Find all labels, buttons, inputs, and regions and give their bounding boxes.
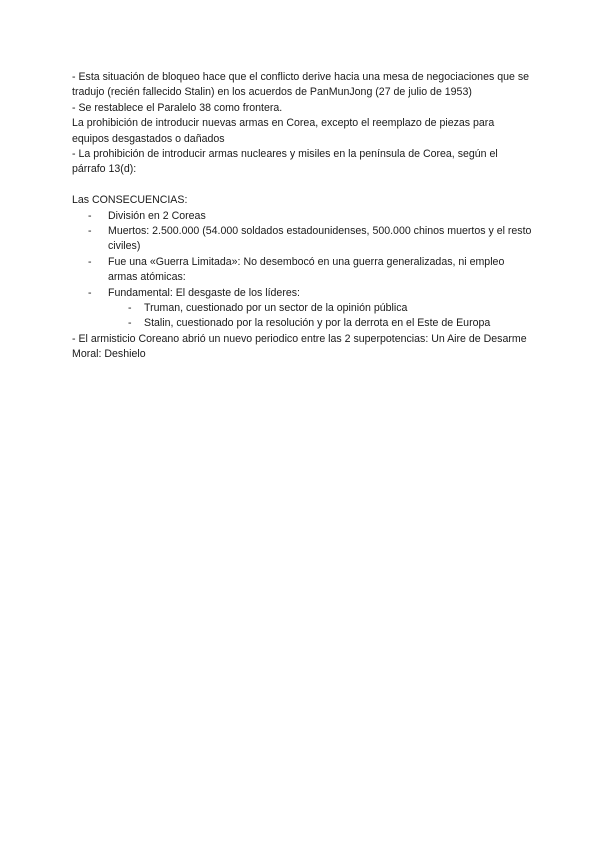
sub-list-item-text: Truman, cuestionado por un sector de la opinión pública xyxy=(144,302,408,315)
bullet-dash: - xyxy=(88,255,92,268)
bullet-dash: - xyxy=(88,286,92,299)
paragraph-negotiations: - Esta situación de bloqueo hace que el conflicto derive hacia una mesa de negociaciones que se tradujo (recién fallecido Stalin) en los acuerdos de PanMunJong (27 de julio de 1953) xyxy=(72,71,530,99)
consequences-heading: Las CONSECUENCIAS: xyxy=(72,194,188,207)
paragraph-armistice: - El armisticio Coreano abrió un nuevo periodico entre las 2 superpotencias: Un Aire de Desarme Moral: Deshielo xyxy=(72,332,527,361)
list-item-text: Fue una «Guerra Limitada»: No desembocó en una guerra generalizadas, ni empleo armas atómicas: xyxy=(108,255,505,284)
sub-list-item xyxy=(108,301,532,316)
bullet-dash: - xyxy=(128,302,132,315)
bullet-dash: - xyxy=(128,317,132,330)
consequences-list xyxy=(72,209,532,332)
document-page xyxy=(72,70,532,363)
paragraph-nuclear-ban: - La prohibición de introducir armas nucleares y misiles en la península de Corea, según el párrafo 13(d): xyxy=(72,148,498,176)
paragraph-border: - Se restablece el Paralelo 38 como frontera. xyxy=(72,101,283,114)
bullet-dash: - xyxy=(88,209,92,222)
list-item xyxy=(72,255,532,286)
list-item xyxy=(72,209,532,224)
list-item-text: Muertos: 2.500.000 (54.000 soldados estadounidenses, 500.000 chinos muertos y el resto civiles) xyxy=(108,225,532,253)
blank-line xyxy=(72,178,532,193)
bullet-dash: - xyxy=(88,225,92,238)
sub-list-item-text: Stalin, cuestionado por la resolución y por la derrota en el Este de Europa xyxy=(144,317,491,330)
list-item xyxy=(72,286,532,332)
list-item-text: División en 2 Coreas xyxy=(108,209,206,222)
sub-list-item xyxy=(108,316,532,331)
leaders-list xyxy=(108,301,532,332)
paragraph-weapons-ban: La prohibición de introducir nuevas armas en Corea, excepto el reemplazo de piezas para equipos desgastados o dañados xyxy=(72,117,495,145)
list-item-text: Fundamental: El desgaste de los líderes: xyxy=(108,286,300,299)
list-item xyxy=(72,224,532,255)
